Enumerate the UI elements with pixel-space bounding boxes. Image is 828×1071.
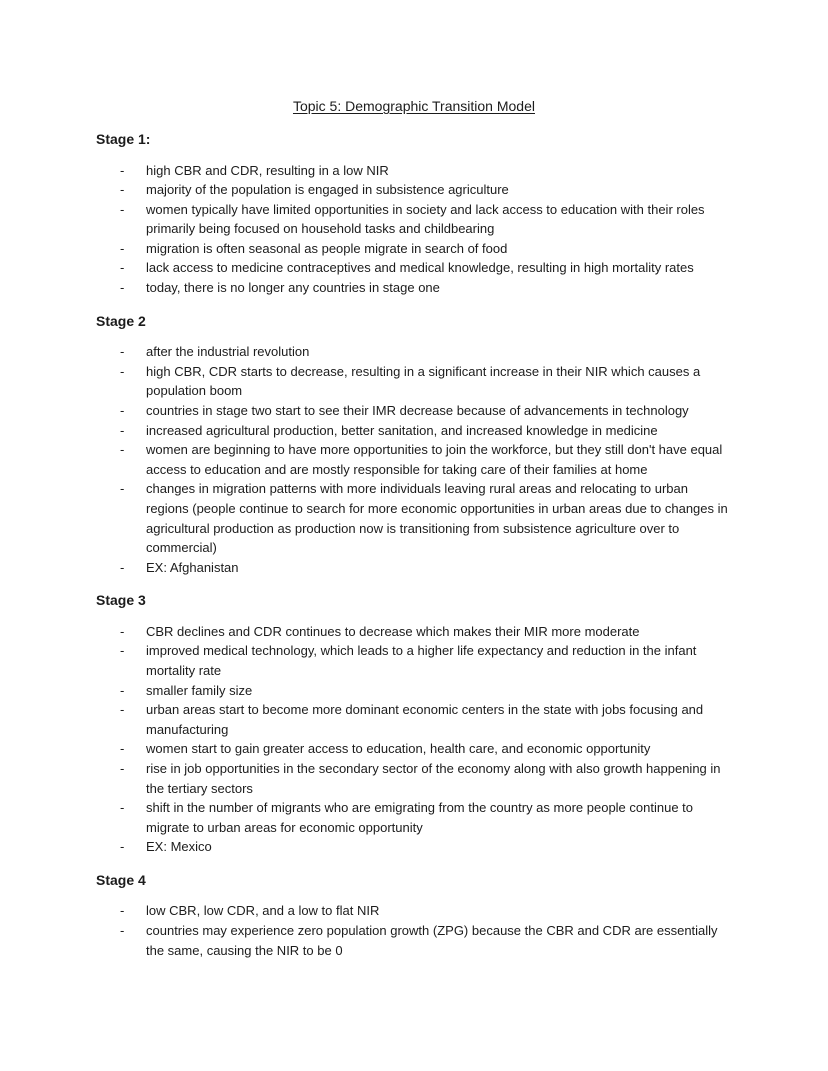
stage-heading: Stage 1:: [96, 131, 151, 147]
stage-heading: Stage 3: [96, 592, 146, 609]
bullet-list: [96, 161, 732, 298]
bullet-item: - urban areas start to become more dominant economic centers in the state with jobs focusing and manufacturing: [146, 700, 732, 739]
bullet-item: - EX: Mexico: [146, 837, 732, 857]
bullet-item: - low CBR, low CDR, and a low to flat NIR: [146, 901, 732, 921]
bullet-item: - majority of the population is engaged in subsistence agriculture: [146, 180, 732, 200]
bullet-item: - smaller family size: [146, 681, 732, 701]
bullet-item: - countries may experience zero population growth (ZPG) because the CBR and CDR are essentially the same, causing the NIR to be 0: [146, 921, 732, 960]
bullet-item: - rise in job opportunities in the secondary sector of the economy along with also growth happening in the tertiary sectors: [146, 759, 732, 798]
bullet-item: - changes in migration patterns with more individuals leaving rural areas and relocating to urban regions (people continue to search for more economic opportunities in urban areas due to changes in agricultural production as production now is transitioning from subsistence agriculture over to commercial): [146, 479, 732, 557]
bullet-item: - increased agricultural production, better sanitation, and increased knowledge in medicine: [146, 421, 732, 441]
bullet-item: - women typically have limited opportunities in society and lack access to education with their roles primarily being focused on household tasks and childbearing: [146, 200, 732, 239]
bullet-item: - CBR declines and CDR continues to decrease which makes their MIR more moderate: [146, 622, 732, 642]
bullet-item: - countries in stage two start to see their IMR decrease because of advancements in technology: [146, 401, 732, 421]
bullet-item: - after the industrial revolution: [146, 342, 732, 362]
bullet-list: [96, 622, 732, 857]
stage-heading: Stage 4: [96, 871, 146, 888]
stage-heading: Stage 2: [96, 312, 146, 329]
bullet-item: - today, there is no longer any countries in stage one: [146, 278, 732, 298]
bullet-item: - high CBR, CDR starts to decrease, resulting in a significant increase in their NIR which causes a population boom: [146, 362, 732, 401]
document-title: Topic 5: Demographic Transition Model: [292, 98, 535, 114]
bullet-item: - women are beginning to have more opportunities to join the workforce, but they still don't have equal access to education and are mostly responsible for taking care of their families at home: [146, 440, 732, 479]
bullet-list: [96, 901, 732, 960]
bullet-item: - shift in the number of migrants who are emigrating from the country as more people continue to migrate to urban areas for economic opportunity: [146, 798, 732, 837]
bullet-list: [96, 342, 732, 577]
bullet-item: - migration is often seasonal as people migrate in search of food: [146, 239, 732, 259]
bullet-item: - women start to gain greater access to education, health care, and economic opportunity: [146, 739, 732, 759]
bullet-item: - lack access to medicine contraceptives and medical knowledge, resulting in high mortality rates: [146, 258, 732, 278]
bullet-item: - high CBR and CDR, resulting in a low NIR: [146, 161, 732, 181]
bullet-item: - EX: Afghanistan: [146, 558, 732, 578]
bullet-item: - improved medical technology, which leads to a higher life expectancy and reduction in the infant mortality rate: [146, 641, 732, 680]
document-sections: [96, 130, 732, 960]
